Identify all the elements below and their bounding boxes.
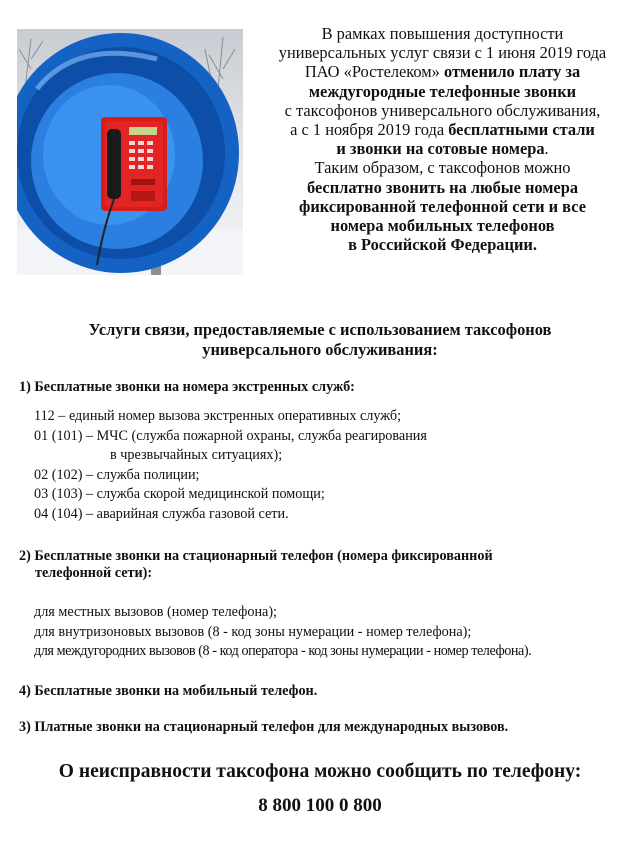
services-title-line: Услуги связи, предоставляемые с использованием таксофонов	[88, 320, 552, 339]
list-item: для междугородних вызовов (8 - код оператора - код зоны нумерации - номер телефона).	[34, 643, 532, 659]
section-1-list	[34, 407, 427, 524]
intro-line: номера мобильных телефонов	[330, 216, 555, 236]
section-2-list	[34, 603, 531, 662]
section-1-title: 1) Бесплатные звонки на номера экстренных служб:	[19, 379, 355, 395]
payphone-photo	[17, 29, 243, 275]
list-item: 02 (102) – служба полиции;	[34, 466, 200, 483]
section-2-title: 2) Бесплатные звонки на стационарный телефон (номера фиксированной телефонной сети):	[19, 548, 493, 581]
intro-line: с таксофонов универсального обслуживания,	[284, 100, 601, 120]
list-item: 03 (103) – служба скорой медицинской помощи;	[34, 486, 325, 502]
list-item: 112 – единый номер вызова экстренных оперативных служб;	[34, 408, 402, 424]
intro-line: фиксированной телефонной сети и все	[299, 196, 586, 216]
handset-shape	[107, 129, 121, 199]
list-item: для местных вызовов (номер телефона);	[34, 604, 277, 620]
list-item: в чрезвычайных ситуациях);	[110, 447, 283, 463]
list-item: для внутризоновых вызовов (8 - код зоны нумерации - номер телефона);	[34, 623, 472, 640]
intro-text	[250, 24, 635, 254]
footer-title: О неисправности таксофона можно сообщить по телефону:	[58, 761, 582, 782]
intro-line: и звонки на сотовые номера.	[336, 139, 549, 159]
payphone-illustration	[17, 29, 243, 275]
intro-line: универсальных услуг связи с 1 июня 2019 года	[278, 43, 607, 63]
section-4-title: 4) Бесплатные звонки на мобильный телефон.	[19, 683, 318, 699]
intro-line: междугородные телефонные звонки	[308, 81, 577, 101]
section-3-title: 3) Платные звонки на стационарный телефон для международных вызовов.	[19, 719, 509, 735]
services-title	[0, 320, 640, 359]
footer-phone-number: 8 800 100 0 800	[258, 795, 382, 816]
intro-line: а с 1 ноября 2019 года бесплатными стали	[290, 120, 595, 140]
list-item: 01 (101) – МЧС (служба пожарной охраны, служба реагирования	[34, 427, 427, 444]
services-title-line: универсального обслуживания:	[202, 339, 438, 359]
intro-line: В рамках повышения доступности	[321, 24, 564, 43]
intro-line: ПАО «Ростелеком» отменило плату за	[304, 62, 581, 82]
intro-line: в Российской Федерации.	[348, 235, 537, 255]
intro-line: бесплатно звонить на любые номера	[306, 177, 579, 197]
list-item: 04 (104) – аварийная служба газовой сети.	[34, 505, 289, 522]
intro-line: Таким образом, с таксофонов можно	[314, 158, 571, 178]
